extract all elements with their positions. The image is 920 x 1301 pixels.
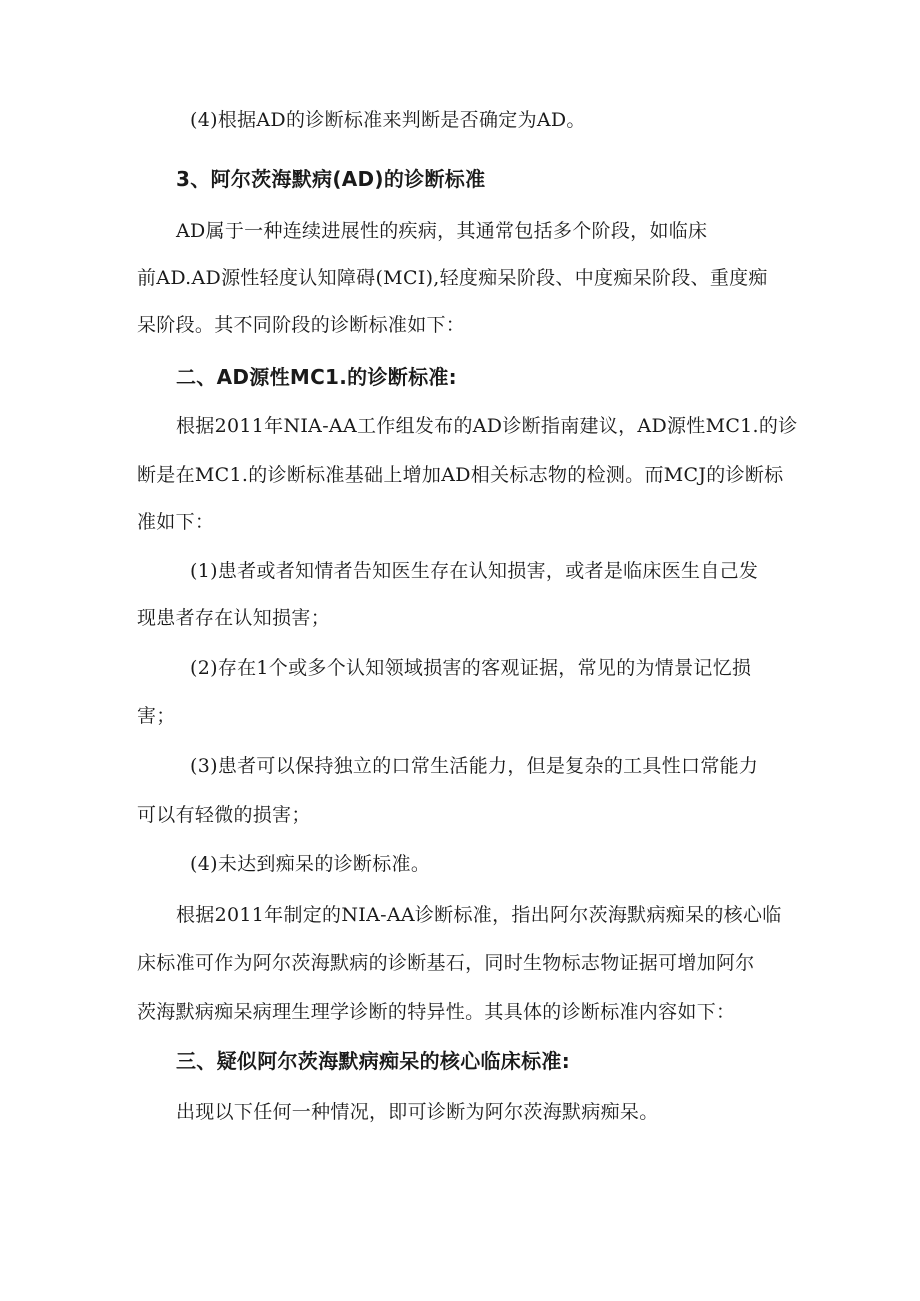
paragraph-line: 呆阶段。其不同阶段的诊断标准如下： <box>137 314 466 336</box>
section-heading-core-clinical: 三、疑似阿尔茨海默病痴呆的核心临床标准: <box>176 1049 570 1073</box>
paragraph-line: 前AD.AD源性轻度认知障碍(MCI),轻度痴呆阶段、中度痴呆阶段、重度痴 <box>137 267 768 289</box>
section-heading-ad-criteria: 3、阿尔茨海默病(AD)的诊断标准 <box>176 167 486 191</box>
section-heading-mci-criteria: 二、AD源性MC1.的诊断标准: <box>176 365 457 389</box>
paragraph-line: 茨海默病痴呆病理生理学诊断的特异性。其具体的诊断标准内容如下： <box>137 1001 736 1023</box>
paragraph-line: 断是在MC1.的诊断标准基础上增加AD相关标志物的检测。而MCJ的诊断标 <box>137 464 784 486</box>
paragraph-line: 可以有轻微的损害； <box>137 804 311 826</box>
criteria-item-4: (4)根据AD的诊断标准来判断是否确定为AD。 <box>190 109 586 131</box>
paragraph-line: 现患者存在认知损害； <box>137 607 331 629</box>
paragraph-line: AD属于一种连续进展性的疾病，其通常包括多个阶段，如临床 <box>176 220 708 242</box>
paragraph-line: 害； <box>137 705 176 727</box>
paragraph-line: 出现以下任何一种情况，即可诊断为阿尔茨海默病痴呆。 <box>176 1101 659 1123</box>
criteria-item-2: (2)存在1个或多个认知领域损害的客观证据，常见的为情景记忆损 <box>190 657 752 679</box>
paragraph-line: 准如下： <box>137 511 215 533</box>
paragraph-line: 床标准可作为阿尔茨海默病的诊断基石，同时生物标志物证据可增加阿尔 <box>137 952 755 974</box>
criteria-item-4b: (4)未达到痴呆的诊断标准。 <box>190 853 431 875</box>
paragraph-line: 根据2011年NIA-AA工作组发布的AD诊断指南建议，AD源性MC1.的诊 <box>176 415 798 437</box>
paragraph-line: 根据2011年制定的NIA-AA诊断标准，指出阿尔茨海默病痴呆的核心临 <box>176 904 782 926</box>
criteria-item-1: (1)患者或者知情者告知医生存在认知损害，或者是临床医生自己发 <box>190 560 759 582</box>
criteria-item-3: (3)患者可以保持独立的口常生活能力，但是复杂的工具性口常能力 <box>190 755 759 777</box>
